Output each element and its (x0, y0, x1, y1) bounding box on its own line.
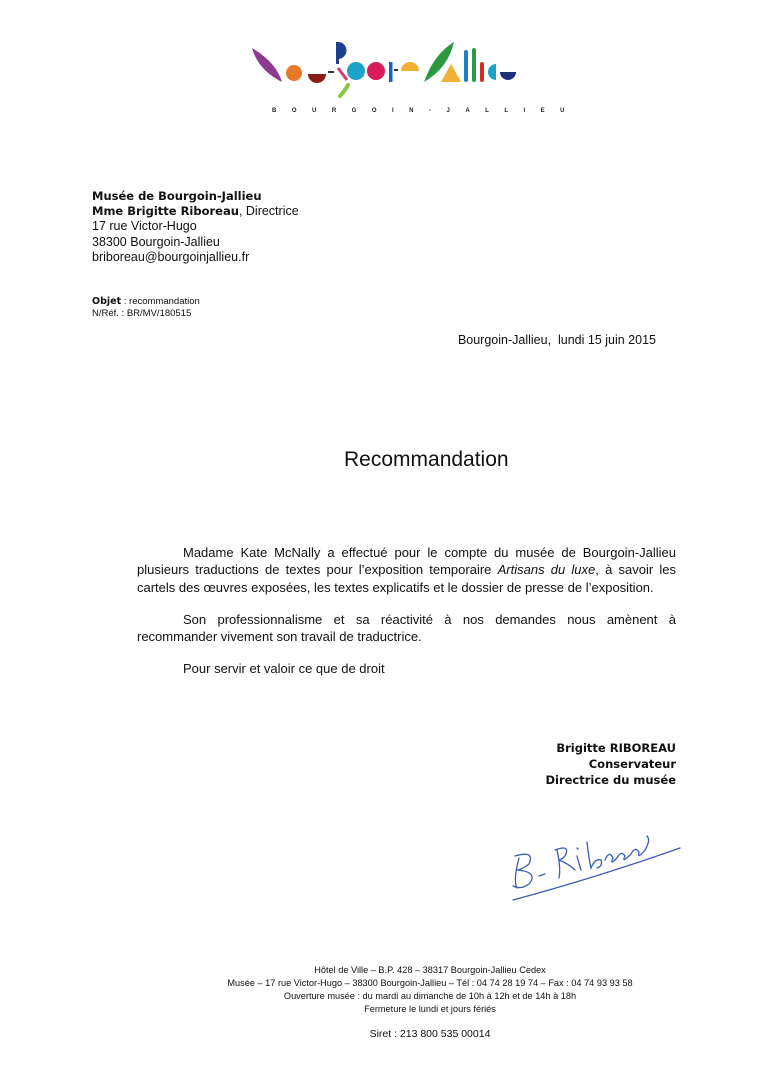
sender-name: Mme Brigitte Riboreau (92, 204, 239, 219)
footer (180, 964, 680, 1016)
signatory-name: Brigitte RIBOREAU (556, 741, 676, 755)
sender-block (92, 189, 299, 265)
siret-number: Siret : 213 800 535 00014 (369, 1028, 491, 1040)
signatory-title-1: Conservateur (588, 757, 676, 771)
footer-line-1: Hôtel de Ville – B.P. 428 – 38317 Bourgoin-Jallieu Cedex (314, 965, 546, 975)
signatory-block (545, 740, 676, 788)
exhibition-name: Artisans du luxe (497, 562, 596, 578)
sender-email: briboreau@bourgoinjallieu.fr (92, 249, 250, 264)
paragraph-3: Pour servir et valoir ce que de droit (183, 661, 385, 677)
reference-block (92, 296, 200, 320)
paragraph-1 (137, 544, 676, 596)
footer-line-4: Fermeture le lundi et jours fériés (364, 1004, 496, 1014)
signatory-title-2: Directrice du musée (545, 773, 676, 787)
footer-line-2: Musée – 17 rue Victor-Hugo – 38300 Bourgoin-Jallieu – Tél : 04 74 28 19 74 – Fax : 04 74 93 93 58 (227, 978, 633, 988)
footer-line-3: Ouverture musée : du mardi au dimanche de 10h à 12h et de 14h à 18h (283, 991, 577, 1001)
object-label: Objet (92, 296, 122, 307)
letter-title: Recommandation (344, 448, 509, 471)
p1-text-end: , à savoir les cartels des œuvres exposées, les textes explicatifs et le dossier de presse de l’exposition. (137, 562, 677, 595)
handwritten-signature (505, 820, 685, 910)
reference-number: N/Réf. : BR/MV/180515 (92, 308, 192, 319)
sender-city: 38300 Bourgoin-Jallieu (92, 234, 220, 249)
paragraph-2: Son professionnalisme et sa réactivité à nos demandes nous amènent à recommander vivement son travail de traductrice. (137, 611, 676, 645)
letter-body (137, 544, 676, 693)
sender-role: , Directrice (238, 204, 299, 219)
letter-date: Bourgoin-Jallieu, lundi 15 juin 2015 (457, 333, 656, 347)
sender-org: Musée de Bourgoin-Jallieu (92, 189, 262, 203)
p1-text: Madame Kate McNally a effectué pour le compte du musée de Bourgoin-Jallieu plusieurs traductions de textes pour l’exposition temporaire (137, 545, 676, 578)
object-value: : recommandation (121, 296, 200, 307)
logo-subtitle: BOURGOIN-JALLIEU (272, 108, 580, 114)
sender-street: 17 rue Victor-Hugo (92, 219, 197, 234)
